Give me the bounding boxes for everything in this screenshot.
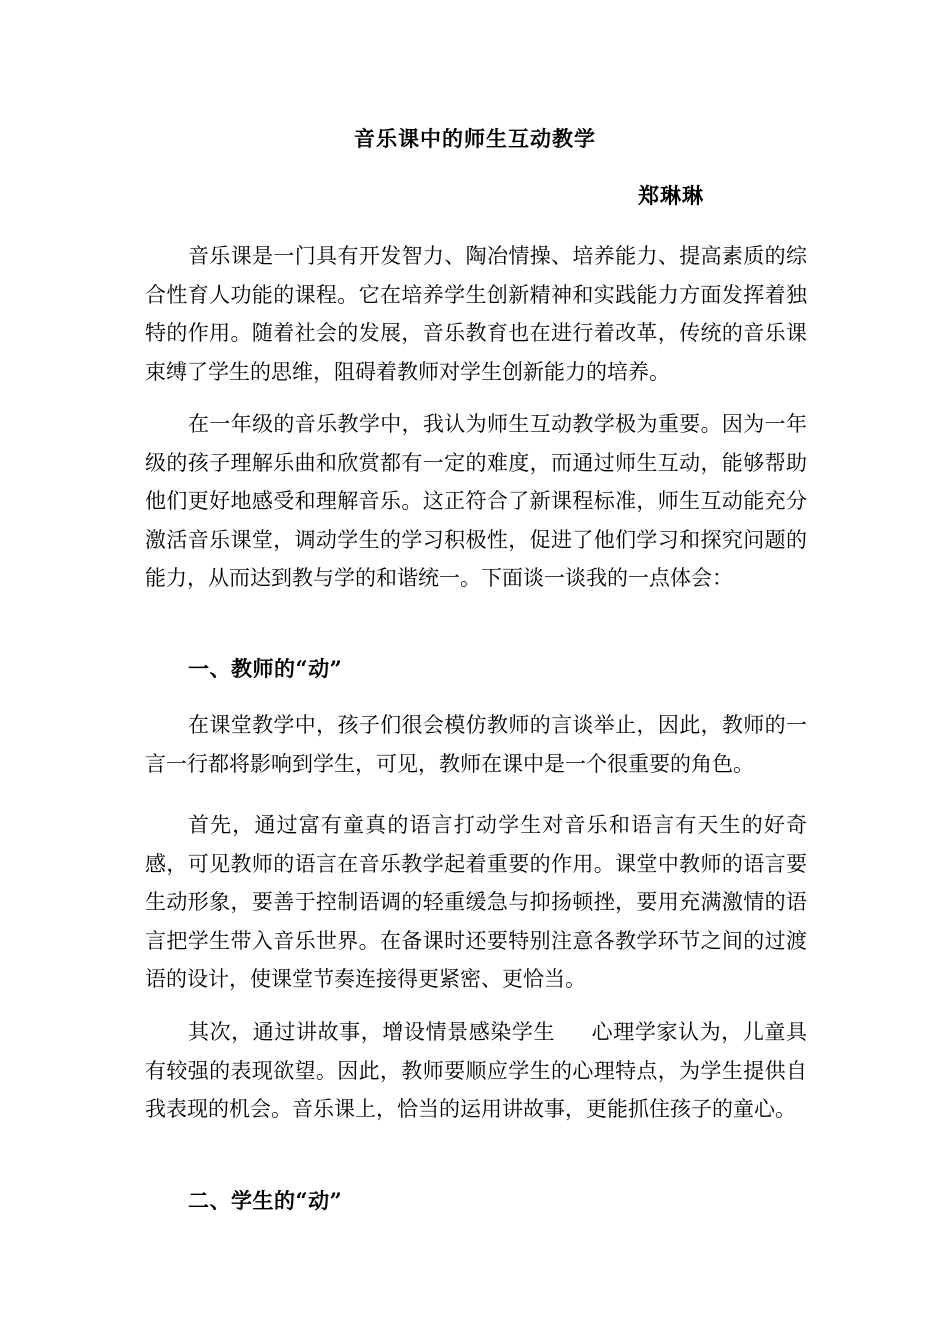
section1-paragraph-3 bbox=[145, 1013, 807, 1129]
section-heading-1: 一、教师的“动” bbox=[188, 656, 343, 681]
author-name: 郑琳琳 bbox=[638, 183, 704, 208]
section-heading-2: 二、学生的“动” bbox=[188, 1188, 343, 1213]
paragraph-rest: 心理学家认为，儿童具有较强的表现欲望。因此，教师要顺应学生的心理特点，为学生提供自我表现的机会。音乐课上，恰当的运用讲故事，更能抓住孩子的童心。 bbox=[145, 1020, 808, 1121]
intro-paragraph-1: 音乐课是一门具有开发智力、陶冶情操、培养能力、提高素质的综合性育人功能的课程。它在培养学生创新精神和实践能力方面发挥着独特的作用。随着社会的发展，音乐教育也在进行着改革，传统的音乐课束缚了学生的思维，阻碍着教师对学生创新能力的培养。 bbox=[145, 244, 807, 384]
section1-paragraph-1: 在课堂教学中，孩子们很会模仿教师的言谈举止，因此，教师的一言一行都将影响到学生，可见，教师在课中是一个很重要的角色。 bbox=[145, 713, 807, 776]
intro-paragraph-2: 在一年级的音乐教学中，我认为师生互动教学极为重要。因为一年级的孩子理解乐曲和欣赏都有一定的难度，而通过师生互动，能够帮助他们更好地感受和理解音乐。这正符合了新课程标准，师生互动能充分激活音乐课堂，调动学生的学习积极性，促进了他们学习和探究问题的能力，从而达到教与学的和谐统一。下面谈一谈我的一点体会： bbox=[145, 412, 807, 590]
paragraph-lead: 其次，通过讲故事，增设情景感染学生 bbox=[188, 1020, 556, 1044]
section1-paragraph-2: 首先，通过富有童真的语言打动学生对音乐和语言有天生的好奇感，可见教师的语言在音乐教学起着重要的作用。课堂中教师的语言要生动形象，要善于控制语调的轻重缓急与抑扬顿挫，要用充满激情的语言把学生带入音乐世界。在备课时还要特别注意各教学环节之间的过渡语的设计，使课堂节奏连接得更紧密、更恰当。 bbox=[145, 813, 807, 991]
document-title: 音乐课中的师生互动教学 bbox=[354, 126, 596, 151]
